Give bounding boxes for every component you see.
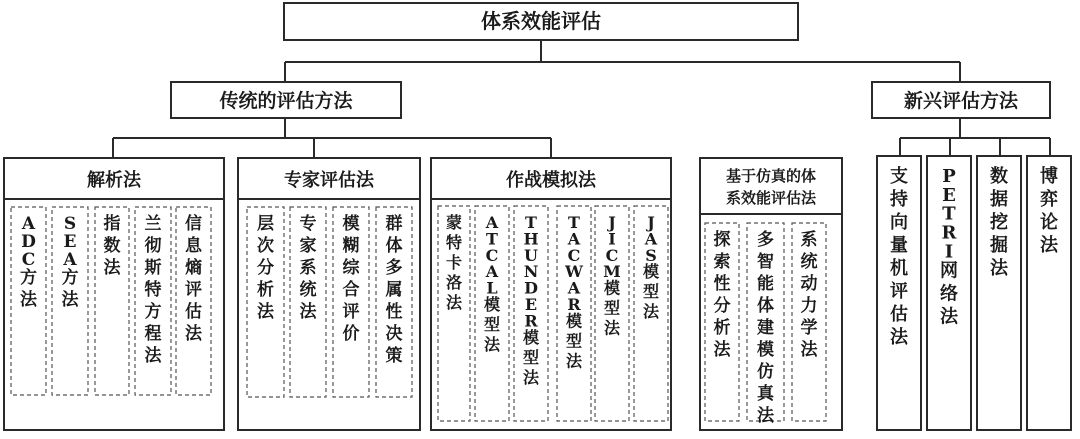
method-item-label: 博弈论法: [1040, 166, 1058, 256]
method-item-label: 探索性分析法: [713, 230, 731, 360]
method-item-label: 支持向量机评估法: [890, 166, 908, 348]
method-item-label: S E A 方法: [61, 214, 79, 311]
method-item-label: 系统动力学法: [800, 230, 818, 360]
method-item-label: T H U N D E R 模型法: [522, 213, 540, 387]
group-title-line1: 基于仿真的体: [725, 167, 817, 185]
method-item-label: 指数法: [103, 214, 121, 278]
method-item: [877, 156, 921, 430]
group-title: 作战模拟法: [506, 170, 596, 191]
group-title-line2: 系效能评估法: [725, 189, 817, 207]
group-title: 解析法: [87, 170, 141, 191]
method-item-label: 蒙特卡洛法: [445, 213, 463, 312]
method-item-label: J I C M 模型法: [603, 213, 621, 338]
method-item-label: P E T R I 网络法: [940, 166, 958, 328]
method-item-label: A D C 方法: [20, 214, 37, 311]
traditional-title: 传统的评估方法: [219, 90, 353, 112]
method-item-label: T A C W A R 模型法: [565, 213, 583, 371]
group-combat-sim: [431, 158, 671, 430]
method-item: [977, 156, 1021, 430]
method-item-label: 群体多属性决策: [385, 214, 403, 366]
method-item-label: 多智能体建模仿真法: [757, 230, 774, 426]
method-item: [927, 156, 971, 430]
root-title: 体系效能评估: [481, 9, 601, 33]
method-item: [1027, 156, 1071, 430]
method-item-label: 模糊综合评价: [342, 214, 360, 344]
method-item-label: 数据挖掘法: [990, 166, 1008, 279]
method-item-label: 信息熵评估法: [185, 214, 202, 344]
group-title: 专家评估法: [284, 170, 374, 191]
method-item-label: 兰彻斯特方程法: [144, 214, 162, 366]
method-item-label: 专家系统法: [299, 214, 317, 322]
method-item-label: A T C A L 模型法: [483, 213, 501, 354]
method-item-label: J A S 模型法: [642, 213, 660, 322]
method-item-label: 层次分析法: [257, 214, 274, 322]
emerging-title: 新兴评估方法: [903, 90, 1019, 112]
